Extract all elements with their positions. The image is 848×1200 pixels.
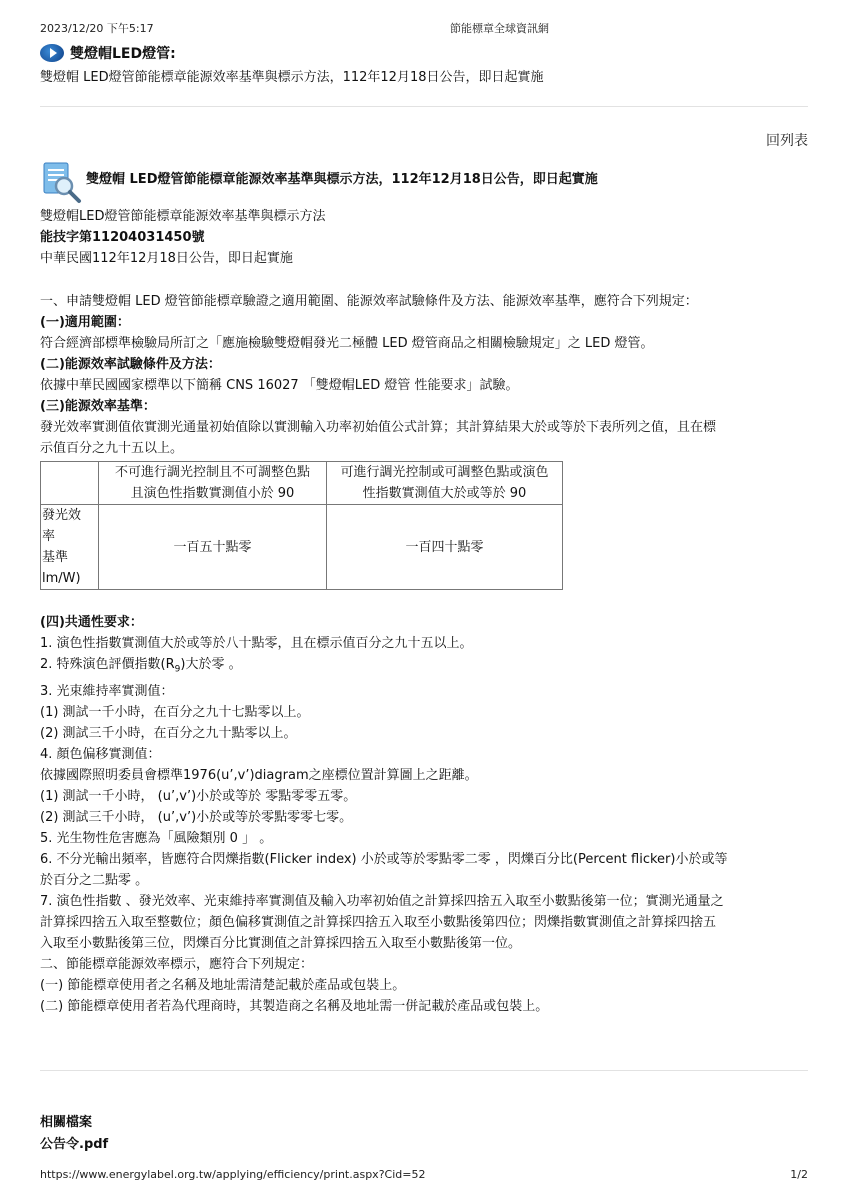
category-description: 雙燈帽 LED燈管節能標章能源效率基準與標示方法，112年12月18日公告，即日起實施 — [40, 70, 544, 85]
paragraph: 符合經濟部標準檢驗局所訂之「應施檢驗雙燈帽發光二極體 LED 燈管商品之相關檢驗規定」之 LED 燈管。 — [40, 336, 654, 351]
table-corner-cell — [41, 462, 99, 505]
table-value-cell: 一百四十點零 — [327, 505, 563, 590]
list-item: (1) 測試一千小時， (u’,v’)小於或等於 零點零零五零。 — [40, 788, 357, 804]
article-body — [40, 206, 810, 1017]
table-header-text: 不可進行調光控制且不可調整色點 — [114, 465, 310, 480]
list-item: 計算採四捨五入取至整數位；顏色偏移實測值之計算採四捨五入取至小數點後第四位；閃爍指數實測值之計算採四捨五 — [40, 914, 717, 930]
list-item: (1) 測試一千小時，在百分之九十七點零以上。 — [40, 704, 310, 720]
list-item-subscript: 9 — [174, 664, 181, 675]
row-header-text: 發光效 — [42, 508, 82, 523]
list-item: (一) 節能標章使用者之名稱及地址需清楚記載於產品或包裝上。 — [40, 977, 406, 993]
table-row-header — [41, 505, 99, 590]
efficiency-table — [40, 461, 563, 590]
page-number: 1/2 — [790, 1168, 808, 1181]
subsection-heading: (三)能源效率基準： — [40, 399, 156, 414]
intro-line: 雙燈帽LED燈管節能標章能源效率基準與標示方法 — [40, 209, 326, 224]
table-row — [41, 462, 563, 505]
subsection-heading: (一)適用範圍： — [40, 315, 130, 330]
list-item: 入取至小數點後第三位，閃爍百分比實測值之計算採四捨五入取至小數點後第一位。 — [40, 935, 522, 951]
paragraph: 示值百分之九十五以上。 — [40, 441, 184, 456]
category-row — [40, 42, 176, 64]
section-heading: 二、節能標章能源效率標示，應符合下列規定： — [40, 956, 314, 972]
paragraph: 依據中華民國國家標準以下簡稱 CNS 16027 「雙燈帽LED 燈管 性能要求」試驗。 — [40, 378, 519, 393]
table-header-text: 性指數實測值大於或等於 90 — [362, 486, 527, 501]
list-item: (2) 測試三千小時，在百分之九十點零以上。 — [40, 725, 297, 741]
back-to-list-link[interactable]: 回列表 — [766, 133, 808, 149]
print-header — [40, 20, 808, 36]
divider — [40, 1070, 808, 1071]
row-header-text: 率 — [42, 529, 56, 544]
related-files — [40, 1112, 108, 1156]
print-url: https://www.energylabel.org.tw/applying/efficiency/print.aspx?Cid=52 — [40, 1168, 426, 1181]
section-heading: 一、申請雙燈帽 LED 燈管節能標章驗證之適用範圍、能源效率試驗條件及方法、能源效率基準，應符合下列規定： — [40, 294, 698, 309]
print-timestamp: 2023/12/20 下午5:17 — [40, 22, 154, 35]
table-header-cell — [327, 462, 563, 505]
play-circle-icon — [40, 44, 64, 62]
list-item-text: )大於零 。 — [180, 657, 242, 672]
table-header-text: 可進行調光控制或可調整色點或演色 — [340, 465, 549, 480]
row-header-text: lm/W) — [42, 571, 81, 586]
list-item: 3. 光束維持率實測值： — [40, 683, 174, 699]
category-title: 雙燈帽LED燈管: — [70, 46, 176, 62]
list-item: (2) 測試三千小時， (u’,v’)小於或等於零點零零七零。 — [40, 809, 353, 825]
list-item: 7. 演色性指數 、發光效率、光束維持率實測值及輸入功率初始值之計算採四捨五入取至小數點後第一位；實測光通量之 — [40, 893, 724, 909]
list-item: 5. 光生物性危害應為「風險類別 0 」 。 — [40, 830, 273, 846]
article-title: 雙燈帽 LED燈管節能標章能源效率基準與標示方法，112年12月18日公告，即日起實施 — [86, 172, 598, 187]
table-header-text: 且演色性指數實測值小於 90 — [130, 486, 295, 501]
table-header-cell — [99, 462, 327, 505]
subsection-heading: (二)能源效率試驗條件及方法： — [40, 357, 221, 372]
intro-line: 能技字第11204031450號 — [40, 230, 205, 245]
list-item — [40, 654, 810, 681]
list-item: (二) 節能標章使用者若為代理商時，其製造商之名稱及地址需一併記載於產品或包裝上。 — [40, 998, 549, 1014]
print-page-title: 節能標章全球資訊網 — [450, 22, 549, 35]
row-header-text: 基準 — [42, 550, 69, 565]
list-item: 於百分之二點零 。 — [40, 872, 149, 888]
list-item: 1. 演色性指數實測值大於或等於八十點零，且在標示值百分之九十五以上。 — [40, 636, 473, 651]
article-header — [40, 160, 808, 206]
list-item-text: 2. 特殊演色評價指數(R — [40, 657, 175, 672]
paragraph: 發光效率實測值依實測光通量初始值除以實測輸入功率初始值公式計算；其計算結果大於或等於下表所列之值，且在標 — [40, 420, 717, 435]
list-item: 依據國際照明委員會標準1976(u’,v’)diagram之座標位置計算圖上之距離。 — [40, 767, 478, 783]
subsection-heading: (四)共通性要求： — [40, 615, 143, 630]
intro-line: 中華民國112年12月18日公告，即日起實施 — [40, 251, 293, 266]
list-item: 4. 顏色偏移實測值： — [40, 746, 161, 762]
table-row — [41, 505, 563, 590]
divider — [40, 106, 808, 107]
related-files-label: 相關檔案 — [40, 1115, 93, 1130]
table-value-cell: 一百五十點零 — [99, 505, 327, 590]
print-footer — [40, 1168, 808, 1184]
document-magnifier-icon — [40, 160, 84, 204]
attachment-link[interactable]: 公告令.pdf — [40, 1137, 109, 1152]
list-item: 6. 不分光輸出頻率，皆應符合閃爍指數(Flicker index) 小於或等於零點零二零 ，閃爍百分比(Percent flicker)小於或等 — [40, 851, 728, 867]
